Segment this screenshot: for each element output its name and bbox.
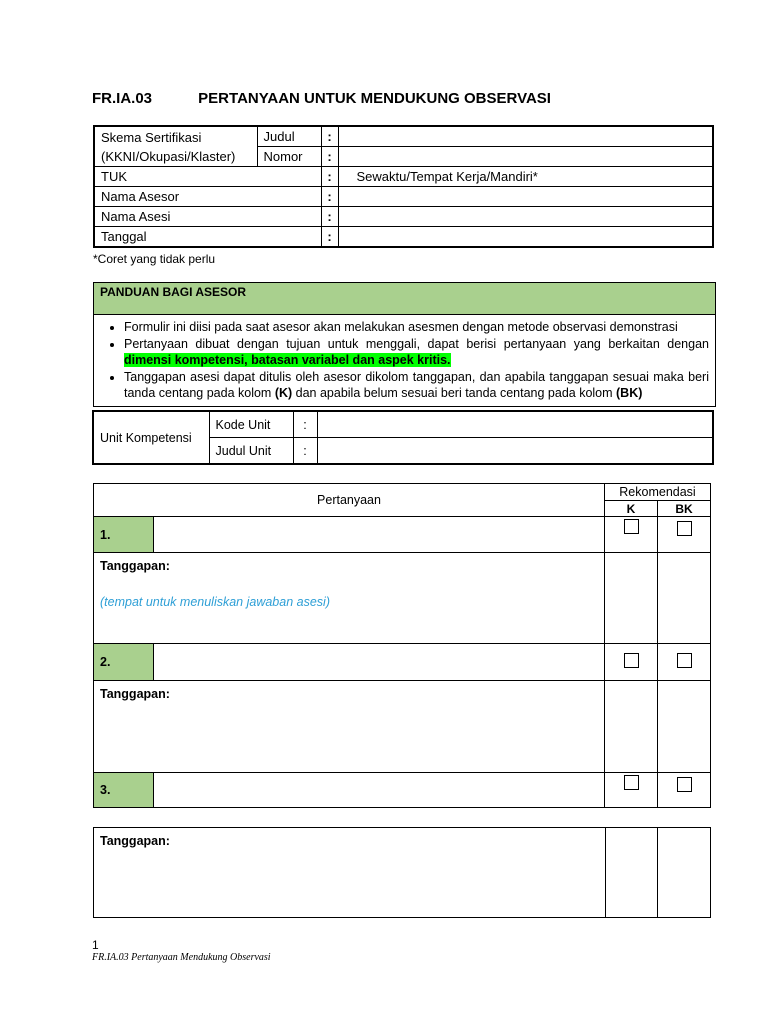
panduan-item-text: dan apabila belum sesuai beri tanda centang pada kolom: [292, 386, 617, 400]
question-field[interactable]: [154, 644, 605, 681]
tanggapan-cell[interactable]: [94, 681, 605, 773]
questions-table: [93, 483, 711, 808]
asesi-label: Nama Asesi: [94, 207, 321, 227]
colon: :: [293, 411, 317, 438]
tuk-value[interactable]: Sewaktu/Tempat Kerja/Mandiri*: [338, 167, 713, 187]
k-header: K: [605, 501, 658, 517]
bk-cell: [658, 517, 711, 553]
unit-label: Unit Kompetensi: [93, 411, 209, 464]
judul-unit-label: Judul Unit: [209, 438, 293, 465]
tanggal-field[interactable]: [338, 227, 713, 248]
highlighted-text: dimensi kompetensi, batasan variabel dan aspek kritis.: [124, 353, 451, 367]
panduan-item: [124, 369, 709, 402]
info-table: [93, 125, 714, 248]
skema-sub-label: (KKNI/Okupasi/Klaster): [101, 148, 236, 164]
k-marker: (K): [274, 386, 293, 400]
tanggapan-cell[interactable]: [94, 828, 606, 918]
asesi-field[interactable]: [338, 207, 713, 227]
skema-label: Skema Sertifikasi: [101, 129, 202, 145]
colon: :: [321, 187, 338, 207]
judul-field[interactable]: [338, 126, 713, 147]
panduan-item: [124, 319, 709, 336]
asesor-label: Nama Asesor: [94, 187, 321, 207]
form-code: FR.IA.03: [92, 90, 153, 107]
bk-header: BK: [658, 501, 711, 517]
document-title: [92, 90, 551, 107]
page-number: 1: [92, 938, 99, 952]
k-cell: [605, 681, 658, 773]
bk-checkbox[interactable]: [677, 521, 692, 536]
colon: :: [293, 438, 317, 465]
tanggal-label: Tanggal: [94, 227, 321, 248]
bk-cell: [658, 828, 711, 918]
panduan-box: [93, 282, 716, 407]
tanggapan-cell[interactable]: [94, 553, 605, 644]
judul-label: Judul: [257, 126, 321, 147]
k-checkbox[interactable]: [624, 653, 639, 668]
question-field[interactable]: [154, 517, 605, 553]
bk-cell: [658, 553, 711, 644]
bk-checkbox[interactable]: [677, 653, 692, 668]
k-cell: [605, 517, 658, 553]
unit-table: [92, 410, 714, 465]
footer-text: FR.IA.03 Pertanyaan Mendukung Observasi: [92, 952, 271, 963]
panduan-item-text: Formulir ini diisi pada saat asesor akan melakukan asesmen dengan metode observasi demonstrasi: [124, 320, 678, 334]
kode-unit-field[interactable]: [317, 411, 713, 438]
panduan-list: [94, 315, 715, 406]
k-cell: [606, 828, 658, 918]
question-number: 1.: [94, 517, 154, 553]
colon: :: [321, 167, 338, 187]
colon: :: [321, 147, 338, 167]
k-cell: [605, 553, 658, 644]
tanggapan-table: [93, 827, 711, 918]
k-checkbox[interactable]: [624, 775, 639, 790]
k-cell: [605, 773, 658, 808]
judul-unit-field[interactable]: [317, 438, 713, 465]
kode-unit-label: Kode Unit: [209, 411, 293, 438]
k-cell: [605, 644, 658, 681]
rekomendasi-header: Rekomendasi: [605, 484, 711, 501]
bk-cell: [658, 644, 711, 681]
pertanyaan-header: Pertanyaan: [94, 484, 605, 517]
tanggapan-label: Tanggapan:: [100, 559, 170, 573]
answer-placeholder: (tempat untuk menuliskan jawaban asesi): [100, 595, 330, 609]
colon: :: [321, 126, 338, 147]
asesor-field[interactable]: [338, 187, 713, 207]
skema-cell: [94, 126, 257, 167]
bk-marker: (BK): [616, 386, 643, 400]
coret-note: *Coret yang tidak perlu: [93, 252, 216, 266]
colon: :: [321, 227, 338, 248]
form-title: PERTANYAAN UNTUK MENDUKUNG OBSERVASI: [198, 90, 551, 107]
tuk-label: TUK: [94, 167, 321, 187]
question-field[interactable]: [154, 773, 605, 808]
tanggapan-label: Tanggapan:: [100, 834, 170, 848]
k-checkbox[interactable]: [624, 519, 639, 534]
panduan-item: [124, 336, 709, 369]
nomor-label: Nomor: [257, 147, 321, 167]
panduan-item-text: Pertanyaan dibuat dengan tujuan untuk menggali, dapat berisi pertanyaan yang berkaitan dengan: [124, 336, 709, 351]
nomor-field[interactable]: [338, 147, 713, 167]
bk-cell: [658, 681, 711, 773]
bk-checkbox[interactable]: [677, 777, 692, 792]
question-number: 3.: [94, 773, 154, 808]
bk-cell: [658, 773, 711, 808]
question-number: 2.: [94, 644, 154, 681]
panduan-title: PANDUAN BAGI ASESOR: [94, 283, 715, 314]
panduan-item-text: Tanggapan asesi dapat ditulis oleh asesor dikolom tanggapan, dan apabila tanggapan sesuai maka beri tanda centang pada kolom: [124, 369, 709, 400]
tanggapan-label: Tanggapan:: [100, 687, 170, 701]
colon: :: [321, 207, 338, 227]
